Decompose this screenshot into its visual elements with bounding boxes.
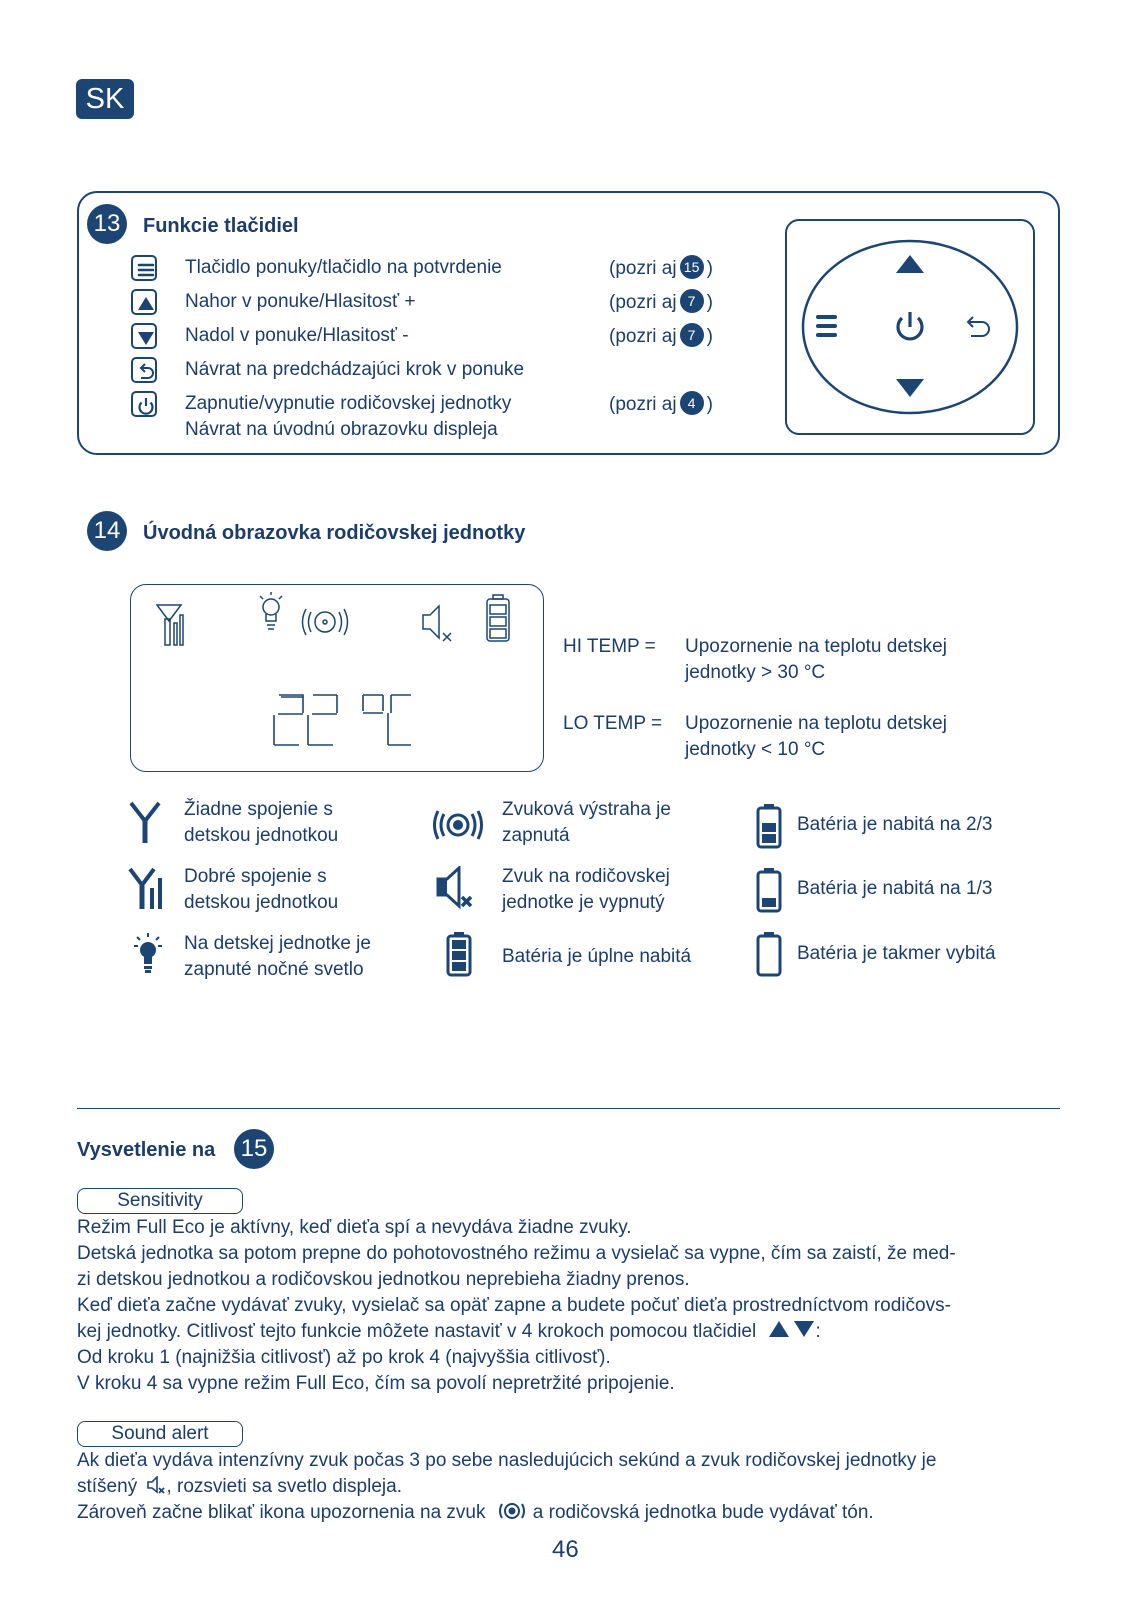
no-signal-icon: [128, 800, 162, 844]
remote-back-icon: [968, 317, 989, 336]
lcd-battery-icon: [487, 595, 509, 641]
muted-icon: [435, 866, 475, 910]
ref-badge: 7: [680, 323, 704, 347]
button-label: Návrat na predchádzajúci krok v ponuke: [185, 359, 525, 380]
hi-temp-label: HI TEMP =: [563, 636, 656, 657]
sound-alert-label: Sound alert: [77, 1421, 243, 1447]
button-label-secondary: Návrat na úvodnú obrazovku displeja: [185, 419, 498, 440]
legend-battery-one-third: Batéria je nabitá na 1/3: [797, 878, 993, 899]
button-label: Tlačidlo ponuky/tlačidlo na potvrdenie: [185, 257, 502, 278]
reference: (pozri aj 4 ): [609, 393, 713, 417]
legend-sound-alert: Zvuková výstraha je zapnutá: [502, 799, 671, 846]
back-icon: [131, 357, 157, 383]
legend-night-light: Na detskej jednotke je zapnuté nočné svetlo: [184, 933, 371, 980]
sensitivity-label: Sensitivity: [77, 1188, 243, 1214]
reference: (pozri aj 15 ): [609, 257, 713, 281]
up-arrow-icon: [131, 289, 157, 315]
lcd-night-light-icon: [260, 592, 282, 629]
lcd-temperature-digits: [274, 695, 411, 745]
remote-power-icon: [898, 312, 922, 339]
language-badge: SK: [76, 79, 134, 119]
section-divider: [77, 1108, 1060, 1109]
section-14-title: Úvodná obrazovka rodičovskej jednotky: [143, 522, 526, 544]
night-light-icon: [133, 932, 163, 976]
menu-icon: [131, 255, 157, 281]
ref-badge: 4: [680, 391, 704, 415]
button-label: Zapnutie/vypnutie rodičovskej jednotky: [185, 393, 512, 414]
legend-no-signal: Žiadne spojenie s detskou jednotkou: [184, 799, 339, 846]
battery-one-third-icon: [756, 867, 782, 913]
remote-menu-icon: [818, 317, 835, 335]
hi-temp-line1: Upozornenie na teplotu detskej: [685, 636, 947, 657]
power-icon: [131, 391, 157, 417]
legend-battery-full: Batéria je úplne nabitá: [502, 946, 692, 967]
reference: (pozri aj 7 ): [609, 291, 713, 315]
sound-alert-icon: [432, 808, 484, 842]
legend-muted: Zvuk na rodičovskej jednotke je vypnutý: [502, 866, 670, 913]
legend-battery-two-thirds: Batéria je nabitá na 2/3: [797, 814, 993, 835]
section-13-title: Funkcie tlačidiel: [143, 215, 299, 237]
remote-up-arrow-icon: [896, 255, 924, 273]
remote-diagram: [785, 219, 1035, 435]
battery-empty-icon: [756, 931, 782, 977]
lo-temp-line1: Upozornenie na teplotu detskej: [685, 713, 947, 734]
lo-temp-line2: jednotky < 10 °C: [685, 739, 826, 760]
button-label: Nadol v ponuke/Hlasitosť -: [185, 325, 409, 346]
section-13-badge: 13: [87, 204, 127, 244]
legend-good-signal: Dobré spojenie s detskou jednotkou: [184, 866, 339, 913]
good-signal-icon: [128, 866, 166, 910]
remote-down-arrow-icon: [896, 379, 924, 397]
reference: (pozri aj 7 ): [609, 325, 713, 349]
hi-temp-line2: jednotky > 30 °C: [685, 662, 826, 683]
sensitivity-text: Režim Full Eco je aktívny, keď dieťa spí a nevydáva žiadne zvuky. Detská jednotka sa potom prepne do pohotovostného režimu a vysielač sa vypne, čím sa zaistí, že med- zi detskou jednotkou a rodičovskou jednotkou neprebieha žiadny prenos. Keď dieťa začne vydávať zvuky, vysielač sa opäť zapne a budete počuť dieťa prostredníctvom rodičovs- kej jednotky. Citlivosť tejto funkcie môžete nastaviť v 4 krokoch pomocou tlačidiel : Od kroku 1 (najnižšia citlivosť) až po krok 4 (najvyššia citlivosť). V kroku 4 sa vypne režim Full Eco, čím sa povolí nepretržité pripojenie.: [77, 1217, 956, 1394]
up-down-arrows-icon: [768, 1319, 816, 1339]
inline-sound-alert-icon: [495, 1500, 529, 1522]
inline-muted-icon: [146, 1476, 166, 1494]
lcd-display: [130, 584, 544, 772]
lcd-muted-icon: [423, 606, 451, 641]
lcd-signal-icon: [157, 605, 183, 645]
ref-badge: 15: [680, 255, 704, 279]
battery-two-thirds-icon: [756, 803, 782, 849]
section-14-badge: 14: [87, 511, 127, 551]
lcd-sound-alert-icon: [303, 609, 348, 635]
section-15-title: Vysvetlenie na: [77, 1139, 216, 1161]
down-arrow-icon: [131, 323, 157, 349]
page-number: 46: [552, 1536, 579, 1563]
button-label: Nahor v ponuke/Hlasitosť +: [185, 291, 416, 312]
sound-alert-text: Ak dieťa vydáva intenzívny zvuk počas 3 po sebe nasledujúcich sekúnd a zvuk rodičovskej jednotky je stíšený , rozsvieti sa svetlo displeja. Zároveň začne blikať ikona upozornenia na zvuk a rodičovská jednotka bude vydávať tón.: [77, 1450, 937, 1523]
legend-battery-empty: Batéria je takmer vybitá: [797, 943, 996, 964]
lo-temp-label: LO TEMP =: [563, 713, 663, 734]
ref-badge: 7: [680, 289, 704, 313]
section-15-badge: 15: [234, 1129, 274, 1169]
battery-full-icon: [446, 931, 472, 977]
